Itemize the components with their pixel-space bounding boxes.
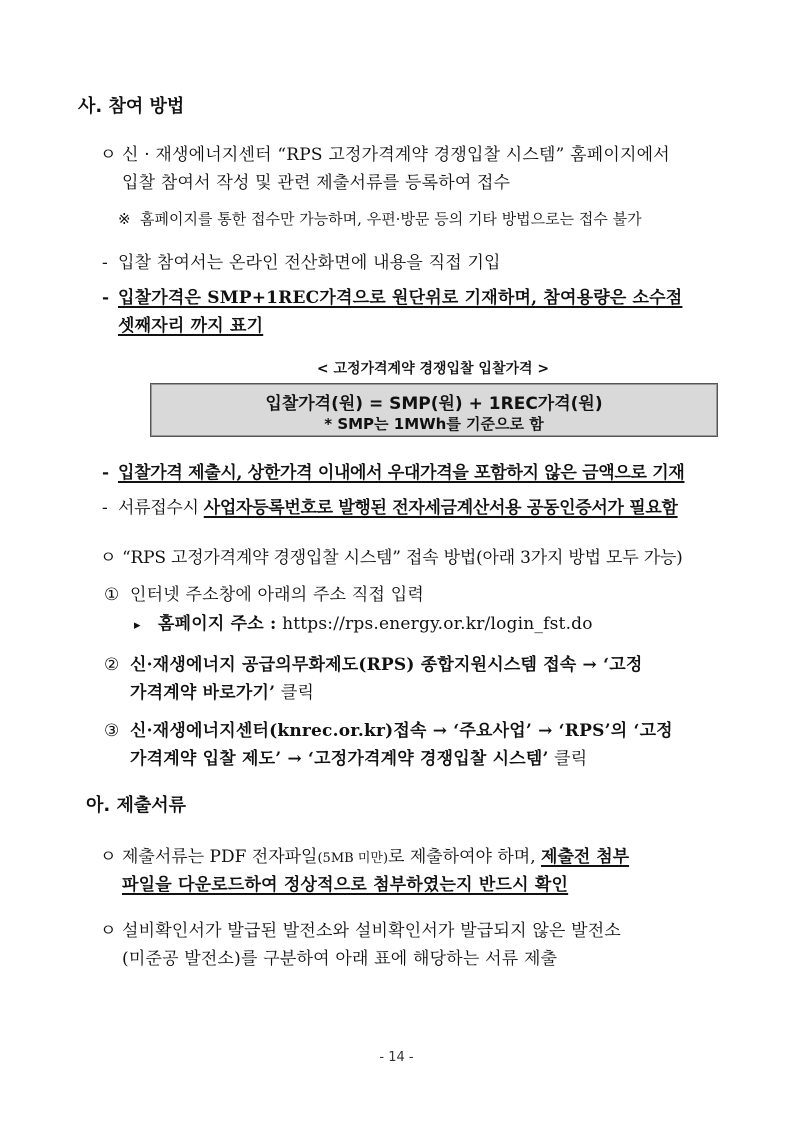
emphasis-text: 셋째자리 까지 표기 — [118, 316, 264, 336]
access-method-1 — [104, 580, 424, 605]
price-box-caption: < 고정가격계약 경쟁입찰 입찰가격 > — [316, 361, 550, 377]
bullet-item-plant-classification — [100, 916, 621, 941]
method-text: 인터넷 주소창에 아래의 주소 직접 입력 — [130, 585, 424, 605]
url-label: 홈페이지 주소 : — [158, 614, 277, 634]
bullet-item-plant-classification-cont: (미준공 발전소)를 구분하여 아래 표에 해당하는 서류 제출 — [122, 949, 558, 969]
smp-note: * SMP는 1MWh를 기준으로 함 — [324, 415, 544, 433]
dash-marker: - — [102, 463, 109, 483]
method-text-rest: 클릭 — [275, 683, 315, 703]
dash-item-certificate — [102, 493, 678, 518]
dash-marker: - — [102, 498, 108, 518]
method-text-bold: 가격계약 입찰 제도’ → ‘고정가격계약 경쟁입찰 시스템’ — [130, 749, 549, 769]
bullet-item-access-methods — [100, 543, 683, 568]
homepage-url-link[interactable]: https://rps.energy.or.kr/login_fst.do — [282, 614, 593, 634]
method-text-rest: 클릭 — [548, 749, 588, 769]
method-text-bold: 가격계약 바로가기’ — [130, 683, 276, 703]
dash-text: 입찰 참여서는 온라인 전산화면에 내용을 직접 기입 — [118, 253, 501, 273]
reference-note — [118, 208, 642, 229]
item-line: 설비확인서가 발급된 발전소와 설비확인서가 발급되지 않은 발전소 — [122, 921, 622, 941]
method-text: 신·재생에너지센터(knrec.or.kr)접속 → ‘주요사업’ → ‘RPS’의 ‘고정 — [130, 721, 673, 741]
reference-mark-icon: ※ — [118, 210, 131, 228]
note-text: 홈페이지를 통한 접수만 가능하며, 우편·방문 등의 기타 방법으로는 접수 불가 — [140, 210, 642, 228]
emphasis-text: 입찰가격은 SMP+1REC가격으로 원단위로 기재하며, 참여용량은 소수점 — [118, 288, 683, 308]
access-method-2-cont — [130, 678, 314, 703]
size-limit-note: (5MB 미만) — [317, 851, 389, 866]
item-line: 제출서류는 PDF 전자파일 — [122, 847, 318, 867]
item-line-mid: 로 제출하여야 하며, — [388, 847, 542, 867]
page-number: - 14 - — [379, 1050, 414, 1065]
item-line: 신 · 재생에너지센터 “RPS 고정가격계약 경쟁입찰 시스템” 홈페이지에서 — [122, 145, 670, 165]
circled-number-1: ① — [104, 585, 120, 605]
bid-price-formula-box — [150, 383, 718, 437]
dash-item-online-entry — [102, 248, 501, 273]
section-title-participation: 사. 참여 방법 — [78, 96, 185, 117]
access-method-3 — [104, 716, 673, 741]
item-line: “RPS 고정가격계약 경쟁입찰 시스템” 접속 방법(아래 3가지 방법 모두 가능) — [122, 548, 683, 568]
circled-number-3: ③ — [104, 721, 120, 741]
dash-item-bid-price-rule — [102, 283, 682, 308]
homepage-url-line — [134, 609, 593, 634]
dash-marker: - — [102, 253, 108, 273]
emphasis-text: 제출전 첨부 — [541, 847, 630, 867]
bullet-item-registration-cont: 입찰 참여서 작성 및 관련 제출서류를 등록하여 접수 — [122, 173, 511, 193]
bid-price-formula: 입찰가격(원) = SMP(원) + 1REC가격(원) — [265, 394, 603, 414]
emphasis-text: 파일을 다운로드하여 정상적으로 첨부하였는지 반드시 확인 — [122, 875, 569, 895]
triangle-bullet-icon: ▸ — [134, 618, 141, 633]
section-title-documents: 아. 제출서류 — [86, 795, 187, 816]
bullet-item-pdf-submission — [100, 842, 629, 867]
circle-bullet-icon: ㅇ — [100, 847, 117, 867]
access-method-2 — [104, 650, 642, 675]
circle-bullet-icon: ㅇ — [100, 145, 117, 165]
dash-prefix: 서류접수시 — [118, 498, 204, 518]
bullet-item-pdf-submission-cont — [122, 870, 568, 895]
emphasis-text: 입찰가격 제출시, 상한가격 이내에서 우대가격을 포함하지 않은 금액으로 기재 — [118, 463, 685, 483]
circled-number-2: ② — [104, 655, 120, 675]
bullet-item-registration — [100, 140, 670, 165]
circle-bullet-icon: ㅇ — [100, 921, 117, 941]
access-method-3-cont — [130, 744, 587, 769]
emphasis-text: 사업자등록번호로 발행된 전자세금계산서용 공동인증서가 필요함 — [203, 498, 678, 518]
dash-item-price-submission — [102, 458, 684, 483]
dash-marker: - — [102, 288, 110, 308]
dash-item-bid-price-rule-cont — [118, 311, 263, 336]
method-text: 신·재생에너지 공급의무화제도(RPS) 종합지원시스템 접속 → ‘고정 — [130, 655, 643, 675]
circle-bullet-icon: ㅇ — [100, 548, 117, 568]
